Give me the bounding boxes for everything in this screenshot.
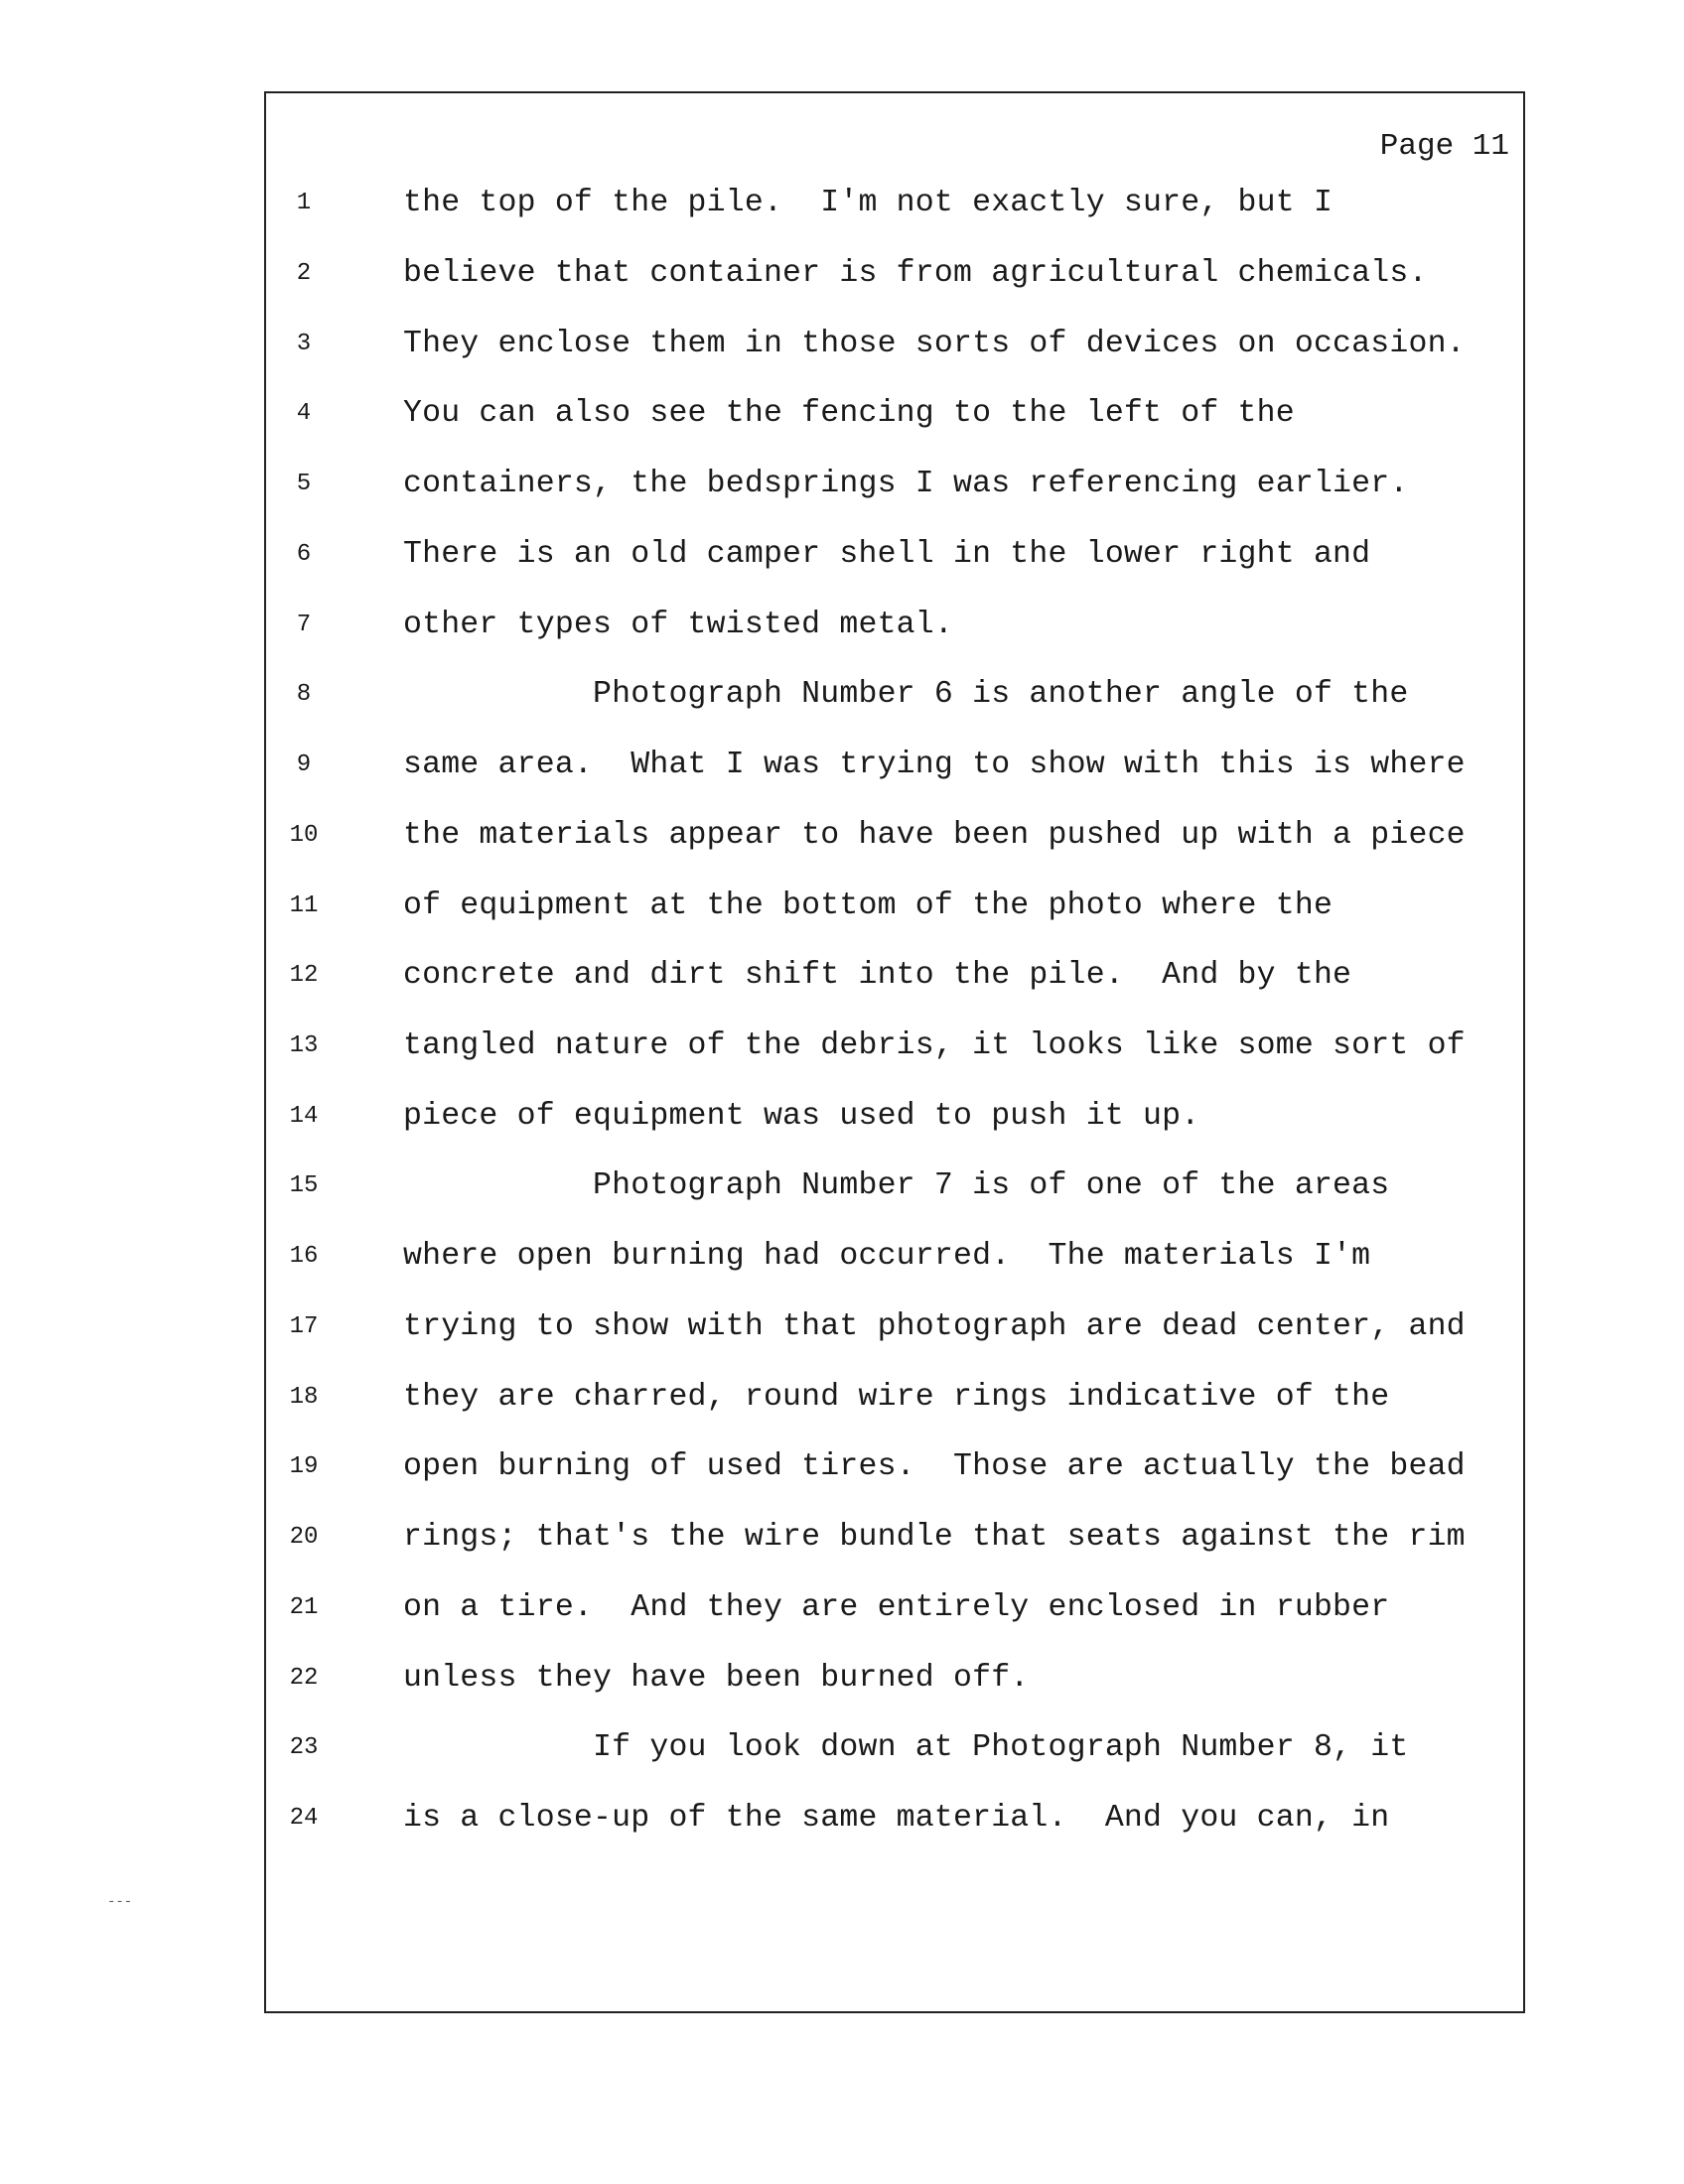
line-number: 19 <box>289 1453 319 1480</box>
transcript-line <box>0 816 1684 856</box>
transcript-line <box>0 746 1684 785</box>
line-text: tangled nature of the debris, it looks like some sort of <box>403 1028 1466 1063</box>
transcript-line <box>0 1447 1684 1487</box>
line-text: containers, the bedsprings I was referencing earlier. <box>403 467 1409 501</box>
transcript-line <box>0 1097 1684 1137</box>
line-number: 7 <box>296 612 312 638</box>
transcript-line <box>0 1799 1684 1839</box>
line-number: 24 <box>289 1805 319 1832</box>
transcript-line <box>0 1518 1684 1558</box>
line-number: 8 <box>296 681 312 708</box>
line-number: 9 <box>296 751 312 778</box>
line-number: 13 <box>289 1032 319 1059</box>
line-number: 18 <box>289 1384 319 1411</box>
line-text: the materials appear to have been pushed up with a piece <box>403 818 1466 853</box>
line-text: They enclose them in those sorts of devices on occasion. <box>403 327 1466 361</box>
transcript-line <box>0 956 1684 996</box>
line-number: 5 <box>296 471 312 497</box>
line-text: other types of twisted metal. <box>403 608 953 642</box>
line-number: 16 <box>289 1243 319 1270</box>
transcript-line <box>0 254 1684 294</box>
line-number: 11 <box>289 892 319 919</box>
line-text: they are charred, round wire rings indicative of the <box>403 1380 1390 1415</box>
line-text: You can also see the fencing to the left of the <box>403 396 1295 431</box>
transcript-line <box>0 1237 1684 1277</box>
line-text: There is an old camper shell in the lower right and <box>403 537 1371 572</box>
line-number: 10 <box>289 822 319 849</box>
transcript-line <box>0 1588 1684 1628</box>
line-text: unless they have been burned off. <box>403 1661 1030 1696</box>
line-text: of equipment at the bottom of the photo where the <box>403 888 1333 923</box>
line-text: rings; that's the wire bundle that seats against the rim <box>403 1520 1466 1555</box>
line-text: is a close-up of the same material. And you can, in <box>403 1801 1390 1836</box>
transcript-line <box>0 325 1684 364</box>
transcript-line <box>0 1026 1684 1066</box>
line-number: 20 <box>289 1524 319 1551</box>
line-text: believe that container is from agricultural chemicals. <box>403 256 1428 291</box>
transcript-line <box>0 465 1684 504</box>
transcript-line <box>0 1728 1684 1768</box>
line-number: 22 <box>289 1665 319 1692</box>
line-text: trying to show with that photograph are dead center, and <box>403 1309 1466 1344</box>
line-number: 21 <box>289 1594 319 1621</box>
line-number: 6 <box>296 541 312 568</box>
transcript-line <box>0 606 1684 645</box>
line-text: where open burning had occurred. The materials I'm <box>403 1239 1371 1274</box>
line-text: on a tire. And they are entirely enclosed in rubber <box>403 1590 1390 1625</box>
transcript-line <box>0 1166 1684 1206</box>
line-number: 2 <box>296 260 312 287</box>
transcript-line <box>0 887 1684 926</box>
transcript-line <box>0 1659 1684 1699</box>
line-number: 4 <box>296 400 312 427</box>
line-text: concrete and dirt shift into the pile. And by the <box>403 958 1352 993</box>
line-number: 14 <box>289 1103 319 1130</box>
line-text: piece of equipment was used to push it up. <box>403 1099 1200 1134</box>
page-number: Page 11 <box>1379 129 1509 164</box>
transcript-line <box>0 1378 1684 1418</box>
line-number: 17 <box>289 1313 319 1340</box>
transcript-line <box>0 394 1684 434</box>
line-text: Photograph Number 7 is of one of the areas <box>403 1168 1390 1203</box>
transcript-line <box>0 675 1684 715</box>
line-number: 15 <box>289 1172 319 1199</box>
line-text: open burning of used tires. Those are actually the bead <box>403 1449 1466 1484</box>
line-text: the top of the pile. I'm not exactly sure, but I <box>403 186 1333 220</box>
transcript-line <box>0 535 1684 575</box>
line-text: Photograph Number 6 is another angle of the <box>403 677 1409 712</box>
line-number: 12 <box>289 962 319 989</box>
line-number: 1 <box>296 190 312 216</box>
transcript-line <box>0 1307 1684 1347</box>
line-number: 3 <box>296 331 312 357</box>
margin-mark: --- <box>107 1894 133 1910</box>
line-text: If you look down at Photograph Number 8, it <box>403 1730 1409 1765</box>
line-text: same area. What I was trying to show with this is where <box>403 748 1466 782</box>
transcript-line <box>0 184 1684 223</box>
line-number: 23 <box>289 1734 319 1761</box>
